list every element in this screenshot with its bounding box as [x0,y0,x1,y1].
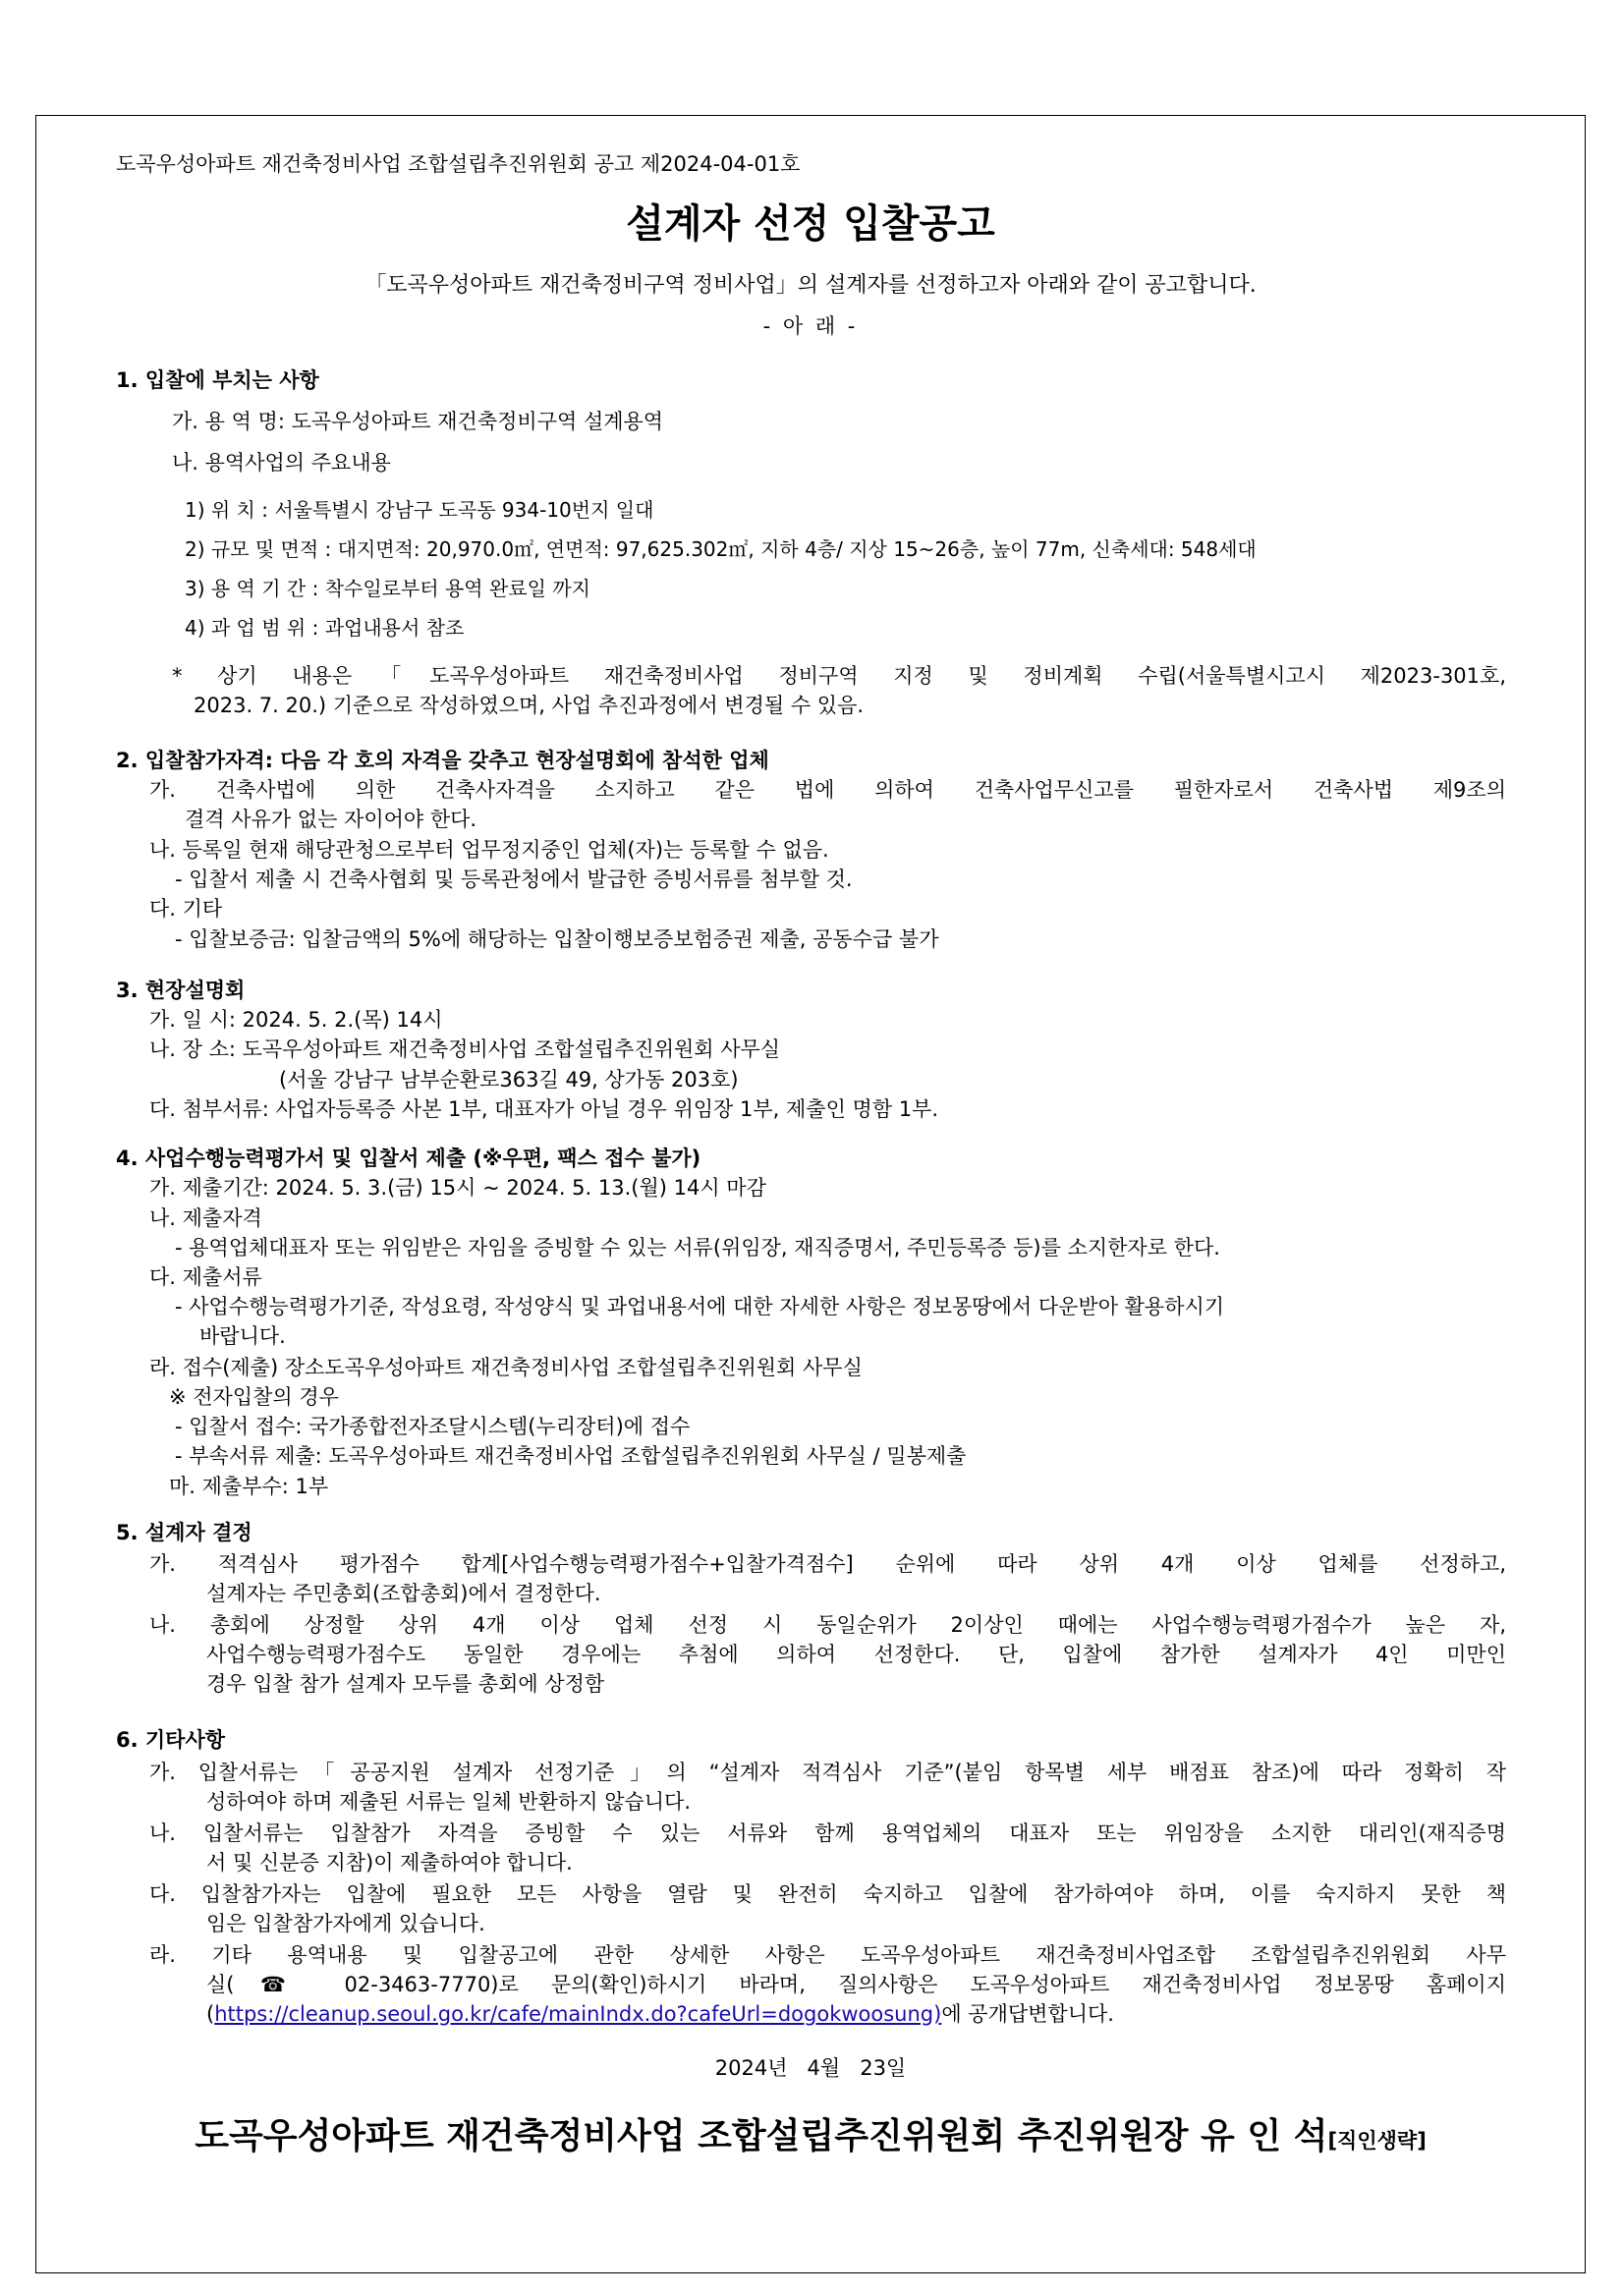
section-6-heading: 6. 기타사항 [116,1728,226,1752]
s4-item-e: 마. 제출부수: 1부 [169,1475,329,1498]
notice-number: 도곡우성아파트 재건축정비사업 조합설립추진위원회 공고 제2024-04-01호 [116,152,801,176]
s1-detail-period: 3) 용 역 기 간 : 착수일로부터 용역 완료일 까지 [185,577,590,600]
s6-item-d-line2: 실(☎ 02-3463-7770)로 문의(확인)하시기 바라며, 질의사항은 도곡우성아파트 재건축정비사업 정보몽땅 홈페이지 [206,1973,1506,1996]
s4-item-c-sub-line2: 바랍니다. [199,1324,286,1348]
s4-item-b: 나. 제출자격 [149,1206,262,1230]
s6-item-b-line2: 서 및 신분증 지참)이 제출하여야 합니다. [206,1851,573,1875]
s5-item-a-line2: 설계자는 주민총회(조합총회)에서 결정한다. [206,1582,601,1605]
s1-note-line2: 2023. 7. 20.) 기준으로 작성하였으며, 사업 추진과정에서 변경될 수 있음. [194,694,865,717]
s6-item-b-line1: 나. 입찰서류는 입찰참가 자격을 증빙할 수 있는 서류와 함께 용역업체의 대표자 또는 위임장을 소지한 대리인(재직증명 [149,1821,1506,1845]
s4-item-c: 다. 제출서류 [149,1265,262,1289]
s2-item-a-line1: 가. 건축사법에 의한 건축사자격을 소지하고 같은 법에 의하여 건축사업무신고를 필한자로서 건축사법 제9조의 [149,778,1506,802]
s6-item-d-line3 [206,1999,1114,2029]
s1-detail-location: 1) 위 치 : 서울특별시 강남구 도곡동 934-10번지 일대 [185,498,654,522]
s6-item-d-line1: 라. 기타 용역내용 및 입찰공고에 관한 상세한 사항은 도곡우성아파트 재건축정비사업조합 조합설립추진위원회 사무 [149,1943,1506,1967]
s1-note-line1: * 상기 내용은「도곡우성아파트 재건축정비사업 정비구역 지정 및 정비계획 수립(서울특별시고시 제2023-301호, [172,664,1506,688]
section-1-heading: 1. 입찰에 부치는 사항 [116,368,319,392]
s4-item-d-note: ※ 전자입찰의 경우 [169,1385,339,1409]
s2-item-b-sub: - 입찰서 제출 시 건축사협회 및 등록관청에서 발급한 증빙서류를 첨부할 것. [175,868,853,891]
s5-item-b-line3: 경우 입찰 참가 설계자 모두를 총회에 상정함 [206,1672,605,1696]
s2-item-c-sub: - 입찰보증금: 입찰금액의 5%에 해당하는 입찰이행보증보험증권 제출, 공동수급 불가 [175,927,939,951]
s6-item-a-line2: 성하여야 하며 제출된 서류는 일체 반환하지 않습니다. [206,1790,692,1814]
footer-committee-name: 도곡우성아파트 재건축정비사업 조합설립추진위원회 추진위원장 유 인 석 [195,2116,1328,2156]
footer-seal-omitted: [직인생략] [1327,2129,1427,2153]
section-5-heading: 5. 설계자 결정 [116,1521,252,1544]
s5-item-b-line2: 사업수행능력평가점수도 동일한 경우에는 추첨에 의하여 선정한다. 단, 입찰에 참가한 설계자가 4인 미만인 [206,1643,1506,1666]
s4-item-c-sub-line1: - 사업수행능력평가기준, 작성요령, 작성양식 및 과업내용서에 대한 자세한 사항은 정보몽땅에서 다운받아 활용하시기 [175,1295,1225,1318]
s6-item-c-line1: 다. 입찰참가자는 입찰에 필요한 모든 사항을 열람 및 완전히 숙지하고 입찰에 참가하여야 하며, 이를 숙지하지 못한 책 [149,1882,1506,1906]
s2-item-b: 나. 등록일 현재 해당관청으로부터 업무정지중인 업체(자)는 등록할 수 없음. [149,838,829,862]
s4-item-b-sub: - 용역업체대표자 또는 위임받은 자임을 증빙할 수 있는 서류(위임장, 재직증명서, 주민등록증 등)를 소지한자로 한다. [175,1236,1220,1260]
footer-signatory [35,2113,1586,2164]
url-open-paren: ( [206,2002,215,2026]
page-title: 설계자 선정 입찰공고 [626,201,995,247]
s6-item-d-line3-rest: 에 공개답변합니다. [941,2002,1114,2026]
s1-item-b: 나. 용역사업의 주요내용 [172,451,391,475]
s3-item-c: 다. 첨부서류: 사업자등록증 사본 1부, 대표자가 아닐 경우 위임장 1부, 제출인 명함 1부. [149,1097,939,1121]
notice-date: 2024년 4월 23일 [714,2056,907,2080]
s2-item-a-line2: 결격 사유가 없는 자이어야 한다. [185,808,477,831]
s4-item-d-sub2: - 부속서류 제출: 도곡우성아파트 재건축정비사업 조합설립추진위원회 사무실 / 밀봉제출 [175,1444,967,1468]
s2-item-c: 다. 기타 [149,897,223,921]
s6-item-c-line2: 임은 입찰참가자에게 있습니다. [206,1912,485,1935]
s1-detail-scope: 4) 과 업 범 위 : 과업내용서 참조 [185,616,465,640]
s1-detail-scale: 2) 규모 및 면적 : 대지면적: 20,970.0㎡, 연면적: 97,625.302㎡, 지하 4층/ 지상 15~26층, 높이 77m, 신축세대: 548세대 [185,537,1257,561]
s4-item-a: 가. 제출기간: 2024. 5. 3.(금) 15시 ~ 2024. 5. 13.(월) 14시 마감 [149,1176,766,1200]
section-4-heading: 4. 사업수행능력평가서 및 입찰서 제출 (※우편, 팩스 접수 불가) [116,1147,701,1170]
section-2-heading: 2. 입찰참가자격: 다음 각 호의 자격을 갖추고 현장설명회에 참석한 업체 [116,749,769,772]
s1-item-a: 가. 용 역 명: 도곡우성아파트 재건축정비구역 설계용역 [172,410,664,433]
separator: - 아 래 - [762,314,859,338]
intro-text: 「도곡우성아파트 재건축정비구역 정비사업」의 설계자를 선정하고자 아래와 같이 공고합니다. [364,273,1257,298]
s4-item-d: 라. 접수(제출) 장소도곡우성아파트 재건축정비사업 조합설립추진위원회 사무실 [149,1356,863,1379]
s6-item-a-line1: 가. 입찰서류는「공공지원 설계자 선정기준」의 “설계자 적격심사 기준”(붙임 항목별 세부 배점표 참조)에 따라 정확히 작 [149,1761,1506,1784]
s3-item-b-address: (서울 강남구 남부순환로363길 49, 상가동 203호) [279,1068,739,1092]
s3-item-b: 나. 장 소: 도곡우성아파트 재건축정비사업 조합설립추진위원회 사무실 [149,1037,781,1061]
s3-item-a: 가. 일 시: 2024. 5. 2.(목) 14시 [149,1008,443,1032]
s4-item-d-sub1: - 입찰서 접수: 국가종합전자조달시스템(누리장터)에 접수 [175,1415,691,1438]
s5-item-b-line1: 나. 총회에 상정할 상위 4개 이상 업체 선정 시 동일순위가 2이상인 때에는 사업수행능력평가점수가 높은 자, [149,1613,1506,1637]
homepage-link[interactable]: https://cleanup.seoul.go.kr/cafe/mainIndx.do?cafeUrl=dogokwoosung) [214,2002,942,2026]
section-3-heading: 3. 현장설명회 [116,979,246,1002]
s5-item-a-line1: 가. 적격심사 평가점수 합계[사업수행능력평가점수+입찰가격점수] 순위에 따라 상위 4개 이상 업체를 선정하고, [149,1552,1506,1576]
